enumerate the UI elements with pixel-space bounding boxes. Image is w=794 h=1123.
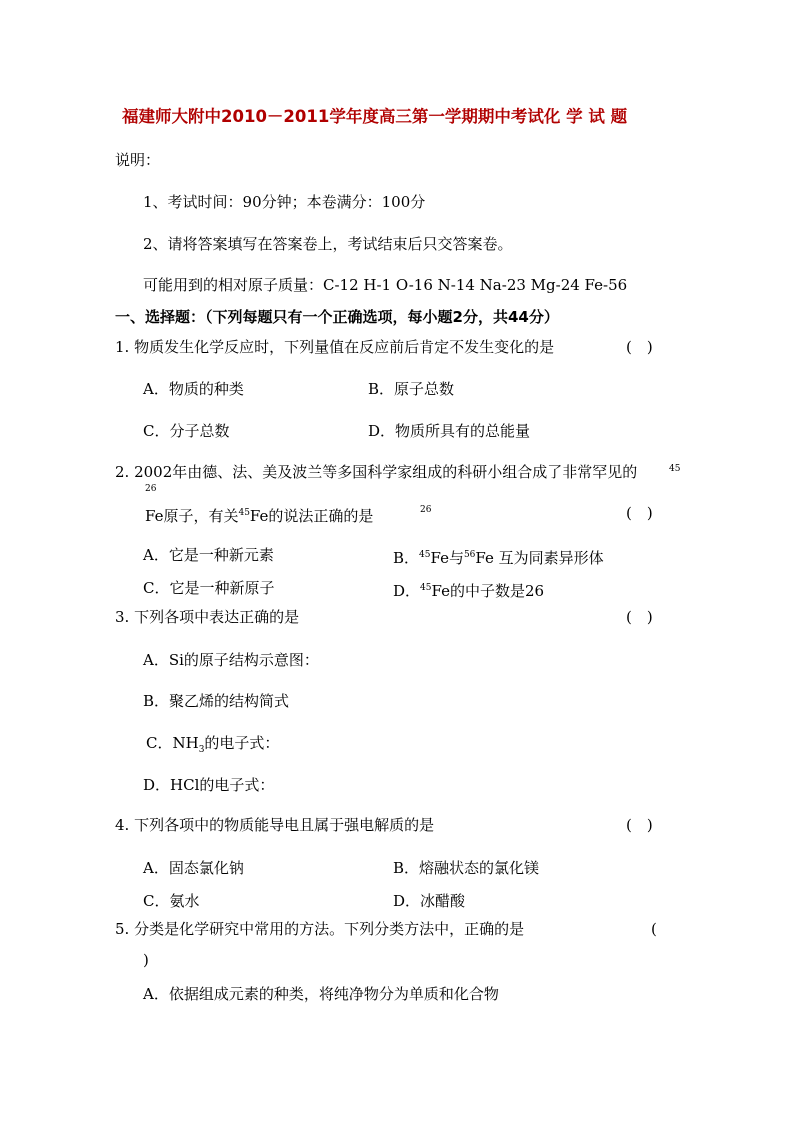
q2-mass-number: 45 (669, 464, 681, 474)
q2-option-c[interactable]: C．它是一种新原子 (143, 579, 275, 597)
q4-option-b[interactable]: B．熔融状态的氯化镁 (393, 859, 540, 877)
q2-option-a[interactable]: A．它是一种新元素 (143, 546, 274, 564)
q5-stem: 5. 分类是化学研究中常用的方法。下列分类方法中，正确的是 (115, 920, 525, 938)
q2-answer-paren[interactable]: ( ) (626, 504, 653, 522)
q3-option-c[interactable]: C．$NH_3$的电子式： (146, 734, 280, 755)
q4-option-d[interactable]: D．冰醋酸 (393, 892, 466, 910)
q3-answer-paren[interactable]: ( ) (626, 608, 653, 626)
q1-answer-paren[interactable]: ( ) (626, 338, 653, 356)
q2-atomic-number: 26 (145, 484, 157, 494)
q1-option-c[interactable]: C．分子总数 (143, 422, 230, 440)
q3-option-b[interactable]: B．聚乙烯的结构简式 (143, 692, 290, 710)
intro-label: 说明： (115, 151, 161, 169)
q1-stem: 1. 物质发生化学反应时，下列量值在反应前后肯定不发生变化的是 (115, 338, 555, 356)
q3-option-a[interactable]: A．Si的原子结构示意图： (143, 651, 319, 669)
q5-answer-paren-open[interactable]: ( (651, 920, 657, 938)
q1-option-b[interactable]: B．原子总数 (368, 380, 455, 398)
q5-option-a[interactable]: A．依据组成元素的种类，将纯净物分为单质和化合物 (143, 985, 499, 1003)
q2-atomic-number-2: 26 (420, 505, 432, 515)
exam-title: 福建师大附中2010－2011学年度高三第一学期期中考试化 学 试 题 (122, 107, 628, 126)
q2-stem: 2. 2002年由德、法、美及波兰等多国科学家组成的科研小组合成了非常罕见的 (115, 463, 638, 481)
intro-item-2: 2、请将答案填写在答案卷上，考试结束后只交答案卷。 (143, 235, 513, 253)
q3-option-d[interactable]: D．HCl的电子式： (143, 776, 275, 794)
q4-option-a[interactable]: A．固态氯化钠 (143, 859, 244, 877)
q4-option-c[interactable]: C．氨水 (143, 892, 200, 910)
atomic-mass-note: 可能用到的相对原子质量：C-12 H-1 O-16 N-14 Na-23 Mg-24 Fe-56 (143, 276, 628, 294)
q1-option-a[interactable]: A．物质的种类 (143, 380, 244, 398)
q4-stem: 4. 下列各项中的物质能导电且属于强电解质的是 (115, 816, 435, 834)
section1-heading: 一、选择题：（下列每题只有一个正确选项，每小题2分，共44分） (115, 308, 559, 326)
q2-stem-line2: Fe原子，有关$^{45}$Fe的说法正确的是 (145, 507, 374, 525)
q2-option-d[interactable]: D．$^{45}$Fe的中子数是26 (393, 582, 545, 600)
q5-answer-paren-close[interactable]: ) (143, 951, 149, 969)
q4-answer-paren[interactable]: ( ) (626, 816, 653, 834)
intro-item-1: 1、考试时间：90分钟；本卷满分：100分 (143, 193, 426, 211)
q1-option-d[interactable]: D．物质所具有的总能量 (368, 422, 531, 440)
q3-stem: 3. 下列各项中表达正确的是 (115, 608, 300, 626)
q2-option-b[interactable]: B．$^{45}$Fe与$^{56}$Fe 互为同素异形体 (393, 549, 604, 567)
